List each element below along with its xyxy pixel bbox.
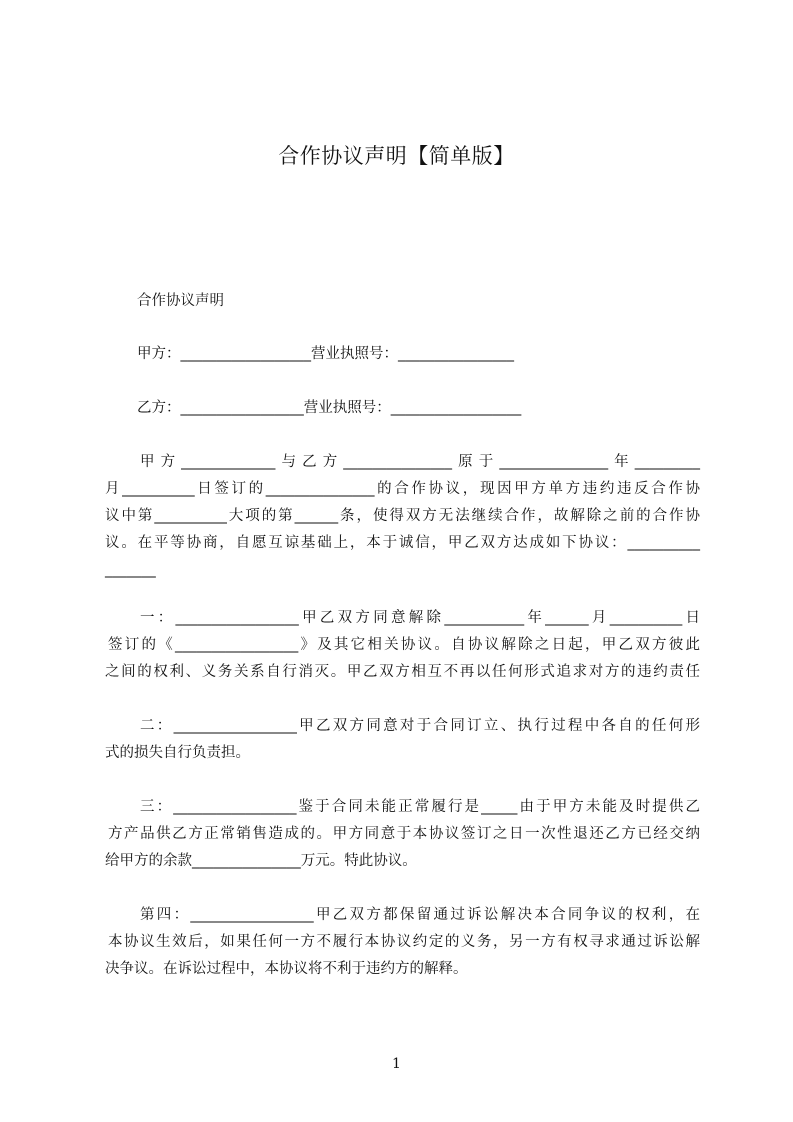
intro-line-1: 甲方_____________与乙方_______________原于_______________年_________ bbox=[140, 454, 700, 470]
party-a-line: 甲方：__________________营业执照号：________________ bbox=[137, 346, 514, 362]
page-number: 1 bbox=[392, 1056, 401, 1072]
clause-4-line-3: 决争议。在诉讼过程中，本协议将不利于违约方的解释。 bbox=[105, 961, 468, 977]
clause-4-line-2: 本协议生效后，如果任何一方不履行本协议约定的义务，另一方有权寻求通过诉讼解 bbox=[108, 934, 700, 950]
party-b-line: 乙方：_________________营业执照号：__________________ bbox=[137, 400, 522, 416]
clause-3-line-2: 方产品供乙方正常销售造成的。甲方同意于本协议签订之日一次性退还乙方已经交纳 bbox=[108, 826, 700, 842]
document-title: 合作协议声明【简单版】 bbox=[278, 144, 515, 168]
heading-agreement: 合作协议声明 bbox=[137, 293, 224, 309]
clause-1-line-1: 一：_________________甲乙双方同意解除___________年______月__________日 bbox=[140, 610, 700, 626]
clause-3-line-3: 给甲方的余款_______________万元。特此协议。 bbox=[105, 853, 417, 869]
intro-line-5: _______ bbox=[105, 562, 156, 578]
clause-1-line-3: 之间的权利、义务关系自行消灭。甲乙双方相互不再以任何形式追求对方的违约责任 bbox=[105, 664, 700, 680]
intro-line-3: 议中第__________大项的第______条，使得双方无法继续合作，故解除之前的合作协 bbox=[105, 508, 700, 524]
clause-4-line-1: 第四：_________________甲乙双方都保留通过诉讼解决本合同争议的权利，在 bbox=[140, 907, 700, 923]
clause-2-line-2: 式的损失自行负责担。 bbox=[105, 745, 250, 761]
intro-line-4: 议。在平等协商，自愿互谅基础上，本于诚信，甲乙双方达成如下协议：__________ bbox=[105, 535, 700, 551]
clause-3-line-1: 三：_________________鉴于合同未能正常履行是_____由于甲方未能及时提供乙 bbox=[140, 799, 700, 815]
intro-line-2: 月__________日签订的_______________的合作协议，现因甲方单方违约违反合作协 bbox=[105, 481, 700, 497]
clause-2-line-1: 二：_________________甲乙双方同意对于合同订立、执行过程中各自的任何形 bbox=[140, 718, 700, 734]
clause-1-line-2: 签订的《_________________》及其它相关协议。自协议解除之日起，甲乙双方彼此 bbox=[108, 637, 700, 653]
